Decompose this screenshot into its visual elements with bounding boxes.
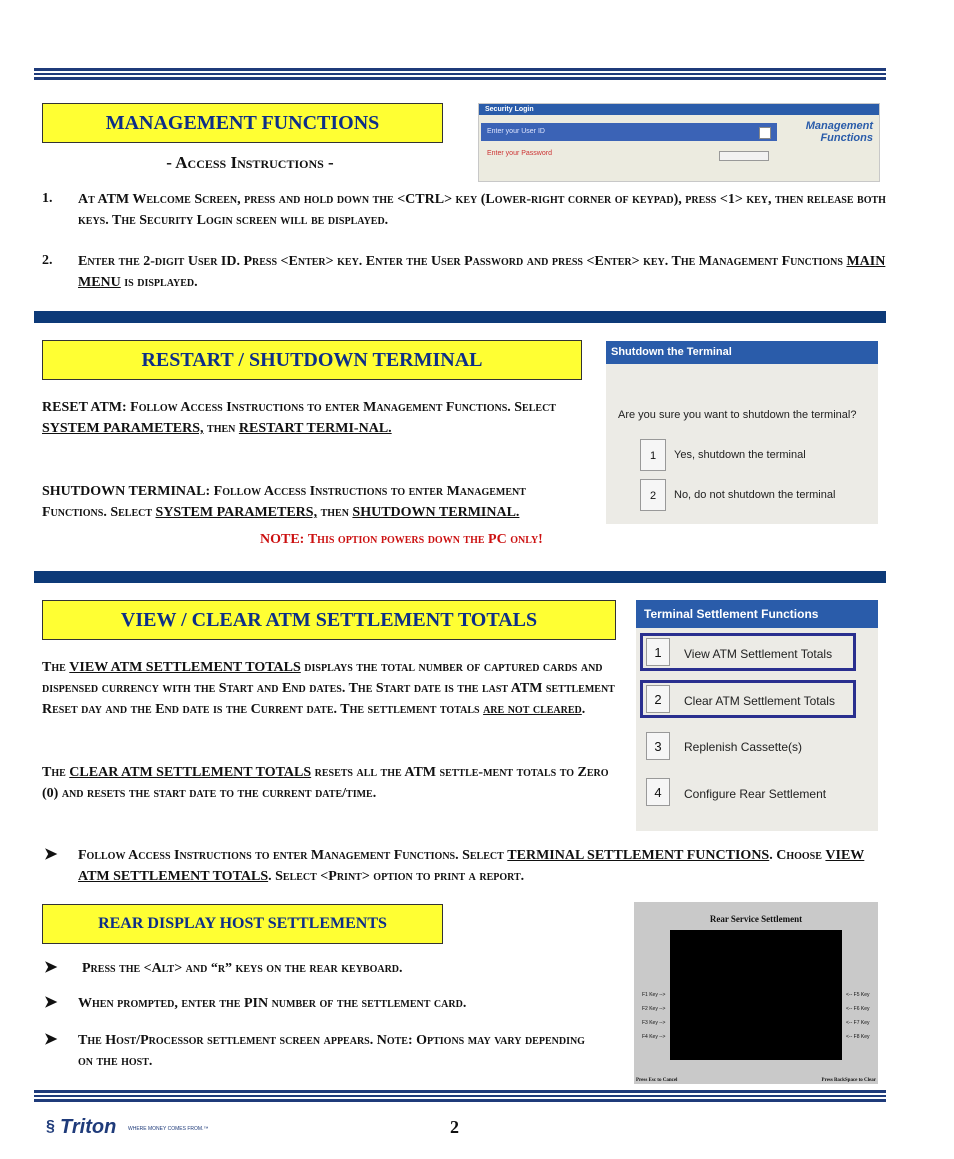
option-4-label[interactable]: Configure Rear Settlement	[684, 787, 827, 801]
clear-totals-content-a: The	[42, 765, 70, 780]
page-number: 2	[450, 1117, 459, 1137]
clear-totals-content-b: resets all the ATM settle-ment totals to Zero (0) and resets the start date to the current date/time.	[42, 765, 609, 801]
system-parameters-link-2: SYSTEM PARAMETERS,	[155, 505, 318, 520]
shutdown-no-key[interactable]: 2	[640, 479, 666, 511]
triton-tagline: WHERE MONEY COMES FROM.™	[128, 1126, 209, 1132]
triton-swoosh-icon: §	[46, 1118, 55, 1135]
step-2-number: 2.	[42, 253, 53, 268]
shutdown-panel-title: Shutdown the Terminal	[611, 346, 732, 358]
arrow-bullet-icon: ➤	[44, 1031, 58, 1048]
rear-footer-right: Press BackSpace to Clear	[821, 1078, 876, 1083]
option-2-key[interactable]: 2	[646, 685, 670, 713]
management-title: MANAGEMENT FUNCTIONS	[42, 103, 443, 143]
rear-step-2-content: When prompted, enter the PIN number of the settlement card.	[78, 996, 467, 1011]
settlement-panel-title: Terminal Settlement Functions	[644, 607, 819, 621]
management-brand-line2: Functions	[820, 132, 873, 144]
shutdown-content-b: then	[317, 505, 353, 520]
step-2-text	[78, 251, 886, 293]
password-input[interactable]	[719, 151, 769, 161]
rear-key-f3[interactable]: F3 Key -->	[642, 1020, 666, 1026]
option-3-label[interactable]: Replenish Cassette(s)	[684, 740, 803, 754]
rear-service-panel	[634, 902, 878, 1084]
shutdown-question: Are you sure you want to shutdown the terminal?	[618, 409, 857, 421]
follow-content-b: . Choose	[769, 848, 826, 863]
option-2-label[interactable]: Clear ATM Settlement Totals	[684, 694, 835, 708]
shutdown-content-a: Follow Access Instructions to enter Management Functions. Select	[42, 484, 526, 520]
access-instructions-subtitle: - Access Instructions -	[166, 153, 334, 172]
view-totals-link-2: VIEW ATM SETTLEMENT TOTALS	[78, 848, 865, 884]
arrow-bullet-icon: ➤	[44, 846, 58, 863]
management-brand-line1: Management	[805, 120, 873, 132]
rear-step-2	[78, 993, 618, 1014]
password-prompt: Enter your Password	[487, 150, 552, 157]
section-divider-1	[34, 311, 886, 323]
rear-step-3	[78, 1030, 598, 1072]
top-rule	[34, 68, 886, 80]
reset-atm-text	[42, 397, 587, 439]
reset-atm-content-b: then	[203, 421, 239, 436]
rear-step-1	[82, 958, 602, 979]
step-2-content-a: Enter the 2-digit User ID. Press <Enter> key. Enter the User Password and press <Enter> key. The Management Functions	[78, 254, 847, 269]
shutdown-terminal-link: SHUTDOWN TERMINAL.	[352, 505, 520, 520]
are-not-cleared-link: are not cleared	[483, 702, 582, 717]
clear-totals-link: CLEAR ATM SETTLEMENT TOTALS	[69, 765, 312, 780]
step-1-number: 1.	[42, 191, 53, 206]
rear-screen	[670, 930, 842, 1060]
option-1-key[interactable]: 1	[646, 638, 670, 666]
shutdown-text	[42, 481, 587, 523]
arrow-bullet-icon: ➤	[44, 959, 58, 976]
view-totals-content-b: displays the total number of captured cards and dispensed currency with the Start and End dates. The Start date is the last ATM settlement Reset day and the End date is the Current date. The settlement totals	[42, 660, 615, 717]
clear-totals-paragraph	[42, 762, 619, 804]
user-id-prompt: Enter your User ID	[487, 128, 545, 135]
reset-atm-content-a: Follow Access Instructions to enter Management Functions. Select	[130, 400, 556, 415]
management-brand	[806, 120, 873, 144]
bottom-rule	[34, 1090, 886, 1102]
triton-brand: Triton	[60, 1116, 117, 1138]
terminal-settlement-functions-link: TERMINAL SETTLEMENT FUNCTIONS	[507, 848, 770, 863]
shutdown-no-label[interactable]: No, do not shutdown the terminal	[674, 489, 836, 501]
rear-key-f4[interactable]: F4 Key -->	[642, 1034, 666, 1040]
security-login-title: Security Login	[485, 106, 534, 113]
shutdown-label: SHUTDOWN TERMINAL:	[42, 484, 211, 499]
follow-content-a: Follow Access Instructions to enter Management Functions. Select	[78, 848, 508, 863]
follow-instructions-paragraph	[78, 845, 886, 887]
rear-key-f8[interactable]: <-- F8 Key	[846, 1034, 870, 1040]
rear-step-3-content: The Host/Processor settlement screen appears. Note: Options may vary depending on the host.	[78, 1033, 585, 1069]
step-1-content: At ATM Welcome Screen, press and hold down the <CTRL> key (Lower-right corner of keypad), press <1> key, then release both keys. The Security Login screen will be displayed.	[78, 192, 886, 228]
view-totals-paragraph	[42, 657, 619, 720]
option-1-label[interactable]: View ATM Settlement Totals	[684, 647, 833, 661]
rear-key-f2[interactable]: F2 Key -->	[642, 1006, 666, 1012]
system-parameters-link-1: SYSTEM PARAMETERS,	[42, 421, 204, 436]
rear-step-1-content: Press the <Alt> and “r” keys on the rear keyboard.	[82, 961, 403, 976]
security-login-panel	[478, 103, 880, 182]
note-text: This option powers down the PC only!	[307, 532, 543, 547]
view-totals-content-c: .	[581, 702, 586, 717]
shutdown-panel	[606, 341, 878, 524]
step-1-text	[78, 189, 886, 231]
arrow-bullet-icon: ➤	[44, 994, 58, 1011]
reset-atm-label: RESET ATM:	[42, 400, 127, 415]
option-4-key[interactable]: 4	[646, 778, 670, 806]
view-totals-link: VIEW ATM SETTLEMENT TOTALS	[69, 660, 301, 675]
rear-panel-title: Rear Service Settlement	[709, 914, 803, 924]
shutdown-note	[260, 529, 680, 550]
follow-content-c: . Select <Print> option to print a report.	[268, 869, 525, 884]
main-menu-link: MAIN MENU	[78, 254, 886, 290]
view-totals-content-a: The	[42, 660, 70, 675]
settlement-title: VIEW / CLEAR ATM SETTLEMENT TOTALS	[42, 600, 616, 640]
settlement-panel	[636, 600, 878, 831]
restart-title: RESTART / SHUTDOWN TERMINAL	[42, 340, 582, 380]
option-3-key[interactable]: 3	[646, 732, 670, 760]
rear-key-f6[interactable]: <-- F6 Key	[846, 1006, 870, 1012]
rear-right-keys	[846, 988, 869, 1044]
step-2-content-b: is displayed.	[120, 275, 198, 290]
note-label: NOTE:	[260, 532, 305, 547]
shutdown-yes-label[interactable]: Yes, shutdown the terminal	[674, 449, 806, 461]
rear-footer-left: Press Esc to Cancel	[636, 1078, 678, 1083]
section-divider-2	[34, 571, 886, 583]
rear-left-keys	[642, 988, 665, 1044]
rear-key-f5[interactable]: <-- F5 Key	[846, 992, 870, 998]
rear-key-f7[interactable]: <-- F7 Key	[846, 1020, 870, 1026]
restart-terminal-link: RESTART TERMI-NAL.	[238, 421, 392, 436]
user-id-input[interactable]	[759, 127, 771, 139]
security-login-titlebar	[479, 104, 879, 115]
triton-logo	[46, 1116, 226, 1146]
rear-key-f1[interactable]: F1 Key -->	[642, 992, 666, 998]
rear-display-title: REAR DISPLAY HOST SETTLEMENTS	[42, 904, 443, 944]
shutdown-yes-key[interactable]: 1	[640, 439, 666, 471]
